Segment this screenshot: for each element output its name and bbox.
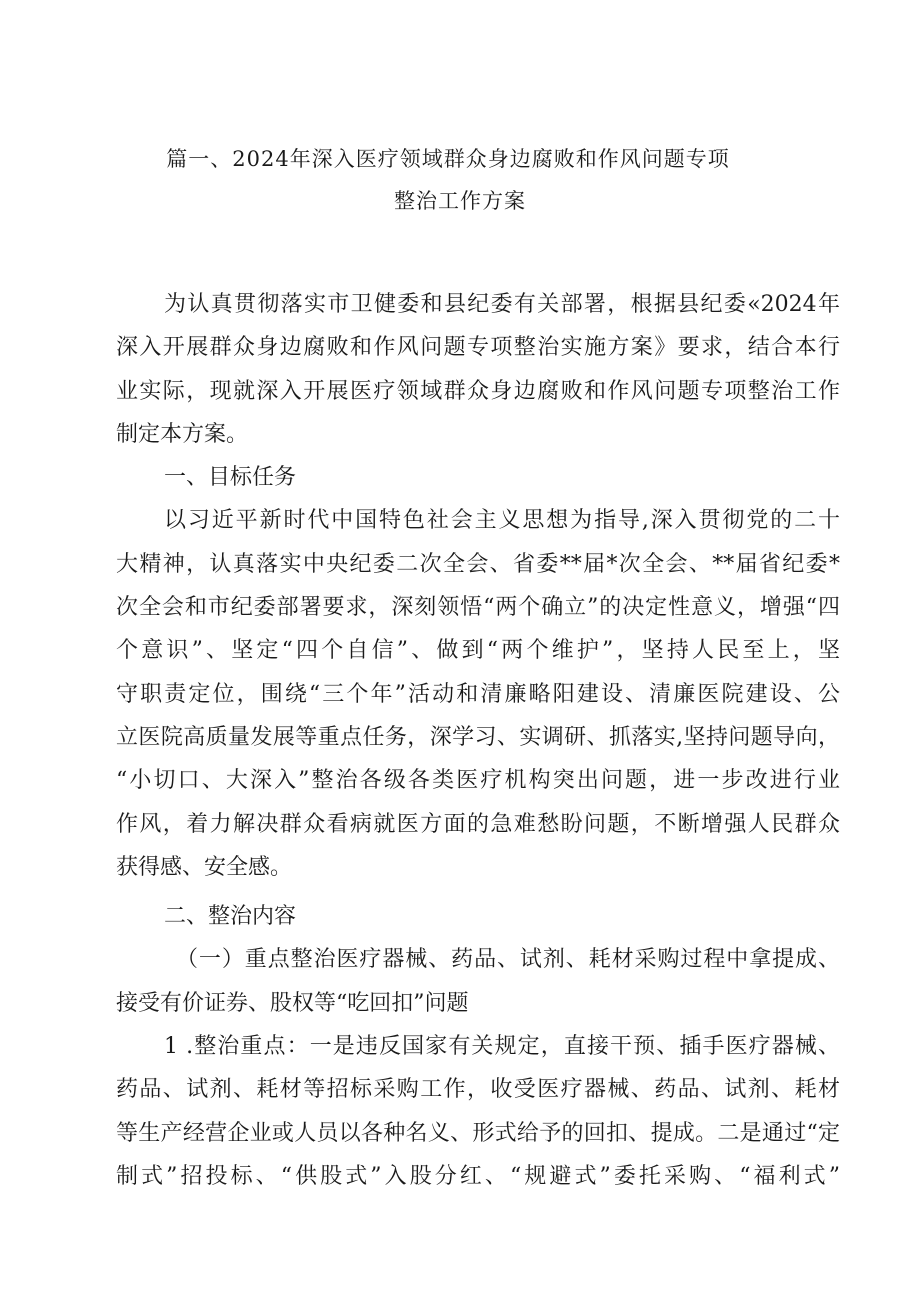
intro-line: 业实际，现就深入开展医疗领域群众身边腐败和作风问题专项整治工作 bbox=[116, 378, 840, 404]
goal-line: 次全会和市纪委部署要求，深刻领悟“两个确立”的决定性意义，增强“四 bbox=[116, 595, 840, 621]
document-body bbox=[116, 283, 840, 1198]
goal-line: 个意识”、坚定“四个自信”、做到“两个维护”，坚持人民至上，坚 bbox=[116, 638, 840, 664]
goal-line: 以习近平新时代中国特色社会主义思想为指导,深入贯彻党的二十 bbox=[164, 508, 840, 534]
intro-line: 为认真贯彻落实市卫健委和县纪委有关部署，根据县纪委«2024年 bbox=[164, 292, 840, 317]
subsection-heading-line: （一）重点整治医疗器械、药品、试剂、耗材采购过程中拿提成、 bbox=[176, 947, 840, 973]
document-title-line-1: 篇一、2024年深入医疗领域群众身边腐败和作风问题专项 bbox=[166, 147, 730, 171]
goal-line: 守职责定位，围绕“三个年”活动和清廉略阳建设、清廉医院建设、公 bbox=[116, 681, 840, 707]
point-line: 药品、试剂、耗材等招标采购工作，收受医疗器械、药品、试剂、耗材 bbox=[116, 1077, 840, 1103]
section-heading-goals: 一、目标任务 bbox=[164, 465, 297, 491]
point-line: 制式”招投标、“供股式”入股分红、“规避式”委托采购、“福利式” bbox=[116, 1163, 840, 1189]
goal-line: 作风，着力解决群众看病就医方面的急难愁盼问题，不断增强人民群众 bbox=[116, 811, 840, 837]
goal-line: 大精神，认真落实中央纪委二次全会、省委**届*次全会、**届省纪委* bbox=[116, 551, 840, 577]
goal-line: 获得感、安全感。 bbox=[116, 854, 293, 880]
intro-line: 深入开展群众身边腐败和作风问题专项整治实施方案》要求，结合本行 bbox=[116, 335, 840, 361]
goal-line: 立医院高质量发展等重点任务，深学习、实调研、抓落实,坚持问题导向， bbox=[116, 724, 840, 750]
section-heading-content: 二、整治内容 bbox=[164, 904, 297, 930]
subsection-heading-line: 接受有价证券、股权等“吃回扣”问题 bbox=[116, 990, 469, 1016]
goal-line: “小切口、大深入”整治各级各类医疗机构突出问题，进一步改进行业 bbox=[116, 768, 840, 794]
intro-line: 制定本方案。 bbox=[116, 421, 249, 447]
point-line: 等生产经营企业或人员以各种名义、形式给予的回扣、提成。二是通过“定 bbox=[116, 1120, 840, 1146]
point-line: 1 .整治重点：一是违反国家有关规定，直接干预、插手医疗器械、 bbox=[164, 1034, 840, 1060]
document-title-line-2: 整治工作方案 bbox=[394, 189, 526, 213]
